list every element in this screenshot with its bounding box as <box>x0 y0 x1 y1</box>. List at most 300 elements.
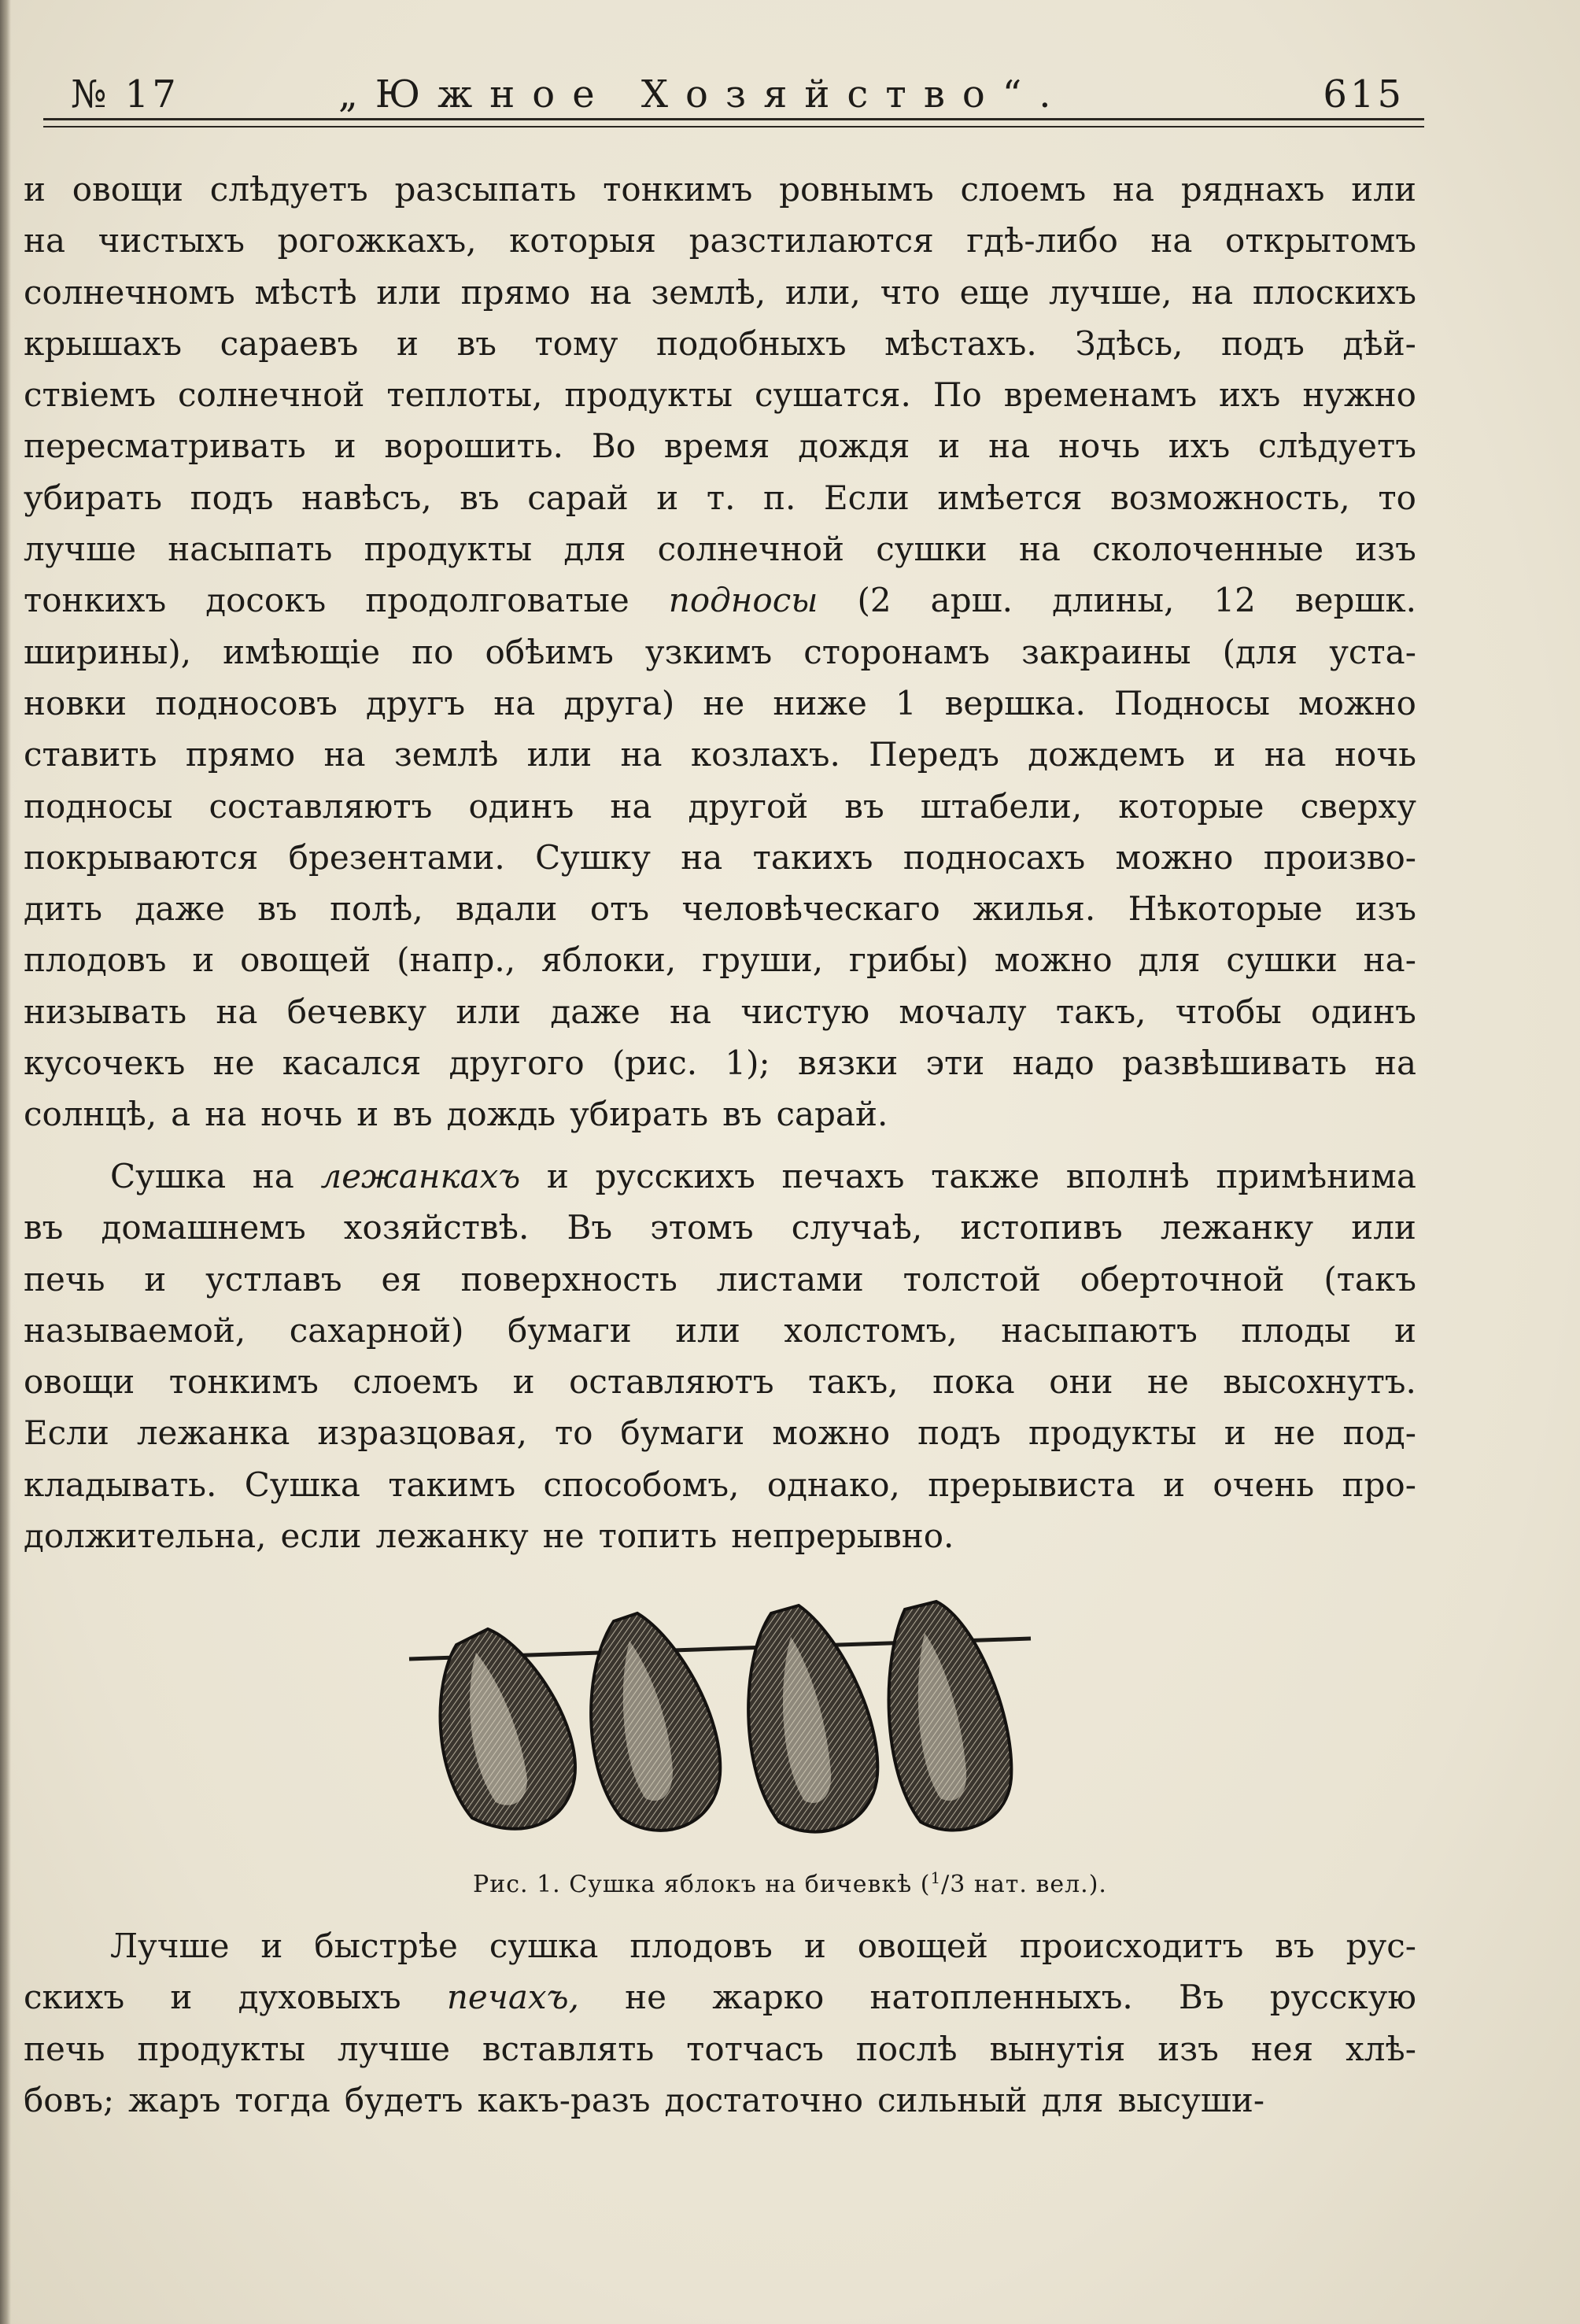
word: слѣдуетъ <box>1258 427 1416 466</box>
word: еще <box>959 272 1030 312</box>
word: топить <box>598 1517 718 1556</box>
word: изъ <box>1157 2029 1219 2068</box>
word: ворошить. <box>384 427 564 466</box>
word: будетъ <box>344 2080 463 2119</box>
word: Если <box>823 478 910 517</box>
word: землѣ, <box>651 272 766 312</box>
word: даже <box>135 889 225 929</box>
word: касался <box>282 1044 422 1083</box>
text-line <box>24 1459 1416 1510</box>
word: сарай <box>527 478 629 517</box>
word: называемой, <box>24 1310 246 1350</box>
word: сильный <box>877 2080 1028 2119</box>
word: плоскихъ <box>1252 272 1416 312</box>
word: или <box>1351 170 1416 209</box>
word: или, <box>784 272 861 312</box>
word: груши, <box>702 940 824 980</box>
apple-slice-4 <box>889 1602 1012 1831</box>
word: возможность, <box>1110 478 1350 517</box>
word: козлахъ. <box>690 735 840 774</box>
word: способомъ, <box>543 1465 740 1504</box>
word: пока <box>932 1362 1015 1402</box>
word: на <box>610 786 652 826</box>
word: печь <box>24 1259 105 1299</box>
word: сушка <box>489 1927 599 1965</box>
word: можно <box>1298 683 1416 722</box>
journal-title: „Южное Хозяйство“. <box>338 72 1069 116</box>
book-spine-shadow <box>0 0 11 2324</box>
word: толстой <box>903 1259 1041 1299</box>
word: сараевъ <box>220 323 359 363</box>
word: на <box>988 427 1031 466</box>
word: однако, <box>766 1465 900 1504</box>
word: Въ <box>1178 1978 1224 2017</box>
word: хозяйствѣ. <box>343 1208 530 1247</box>
word: такихъ <box>752 837 873 877</box>
word: или <box>376 272 441 312</box>
word: чистыхъ <box>98 221 245 260</box>
text-line <box>24 729 1416 780</box>
text-line <box>24 883 1416 934</box>
word: временамъ <box>1003 375 1198 415</box>
header-rule-top <box>43 118 1424 120</box>
word: По <box>932 375 982 415</box>
text-line <box>24 1202 1416 1253</box>
word: печахъ, <box>446 1978 579 2017</box>
word: должительна, <box>24 1517 267 1556</box>
word: навѣсъ, <box>301 478 432 517</box>
caption-text: Рис. 1. Сушка яблокъ на бичевкѣ ( <box>473 1871 931 1898</box>
text-line <box>24 1088 1416 1140</box>
word: Во <box>591 427 637 466</box>
word: ночь <box>260 1095 343 1134</box>
word: въ <box>722 1095 762 1134</box>
word: русскую <box>1269 1978 1416 2017</box>
word: овощей <box>857 1927 988 1965</box>
word: брезентами. <box>288 837 505 877</box>
word: п. <box>763 478 796 517</box>
word: время <box>663 427 770 466</box>
word: можно <box>1115 837 1234 877</box>
word: человѣческаго <box>681 889 940 929</box>
word: печахъ <box>781 1157 905 1195</box>
word: подъ <box>917 1413 1002 1453</box>
text-line <box>24 164 1416 215</box>
word: на <box>1150 221 1193 260</box>
word: плодовъ <box>24 940 167 980</box>
word: подъ <box>190 478 274 517</box>
word: на <box>670 992 712 1031</box>
word: тонкихъ <box>24 581 167 620</box>
text-line <box>24 832 1416 883</box>
word: подносы <box>24 786 173 826</box>
word: вставлять <box>482 2029 655 2068</box>
word: отъ <box>589 889 650 929</box>
word: Лучше <box>110 1927 230 1965</box>
word: вынутія <box>989 2029 1126 2068</box>
word: 12 <box>1213 581 1256 620</box>
word: не <box>212 1044 255 1083</box>
word: сверху <box>1300 786 1416 826</box>
word: открытомъ <box>1224 221 1416 260</box>
word: убирать <box>24 478 163 517</box>
word: истопивъ <box>960 1208 1123 1247</box>
word: изразцовая, <box>317 1413 527 1453</box>
word: подъ <box>1221 323 1305 363</box>
word: домашнемъ <box>101 1208 306 1247</box>
caption-fraction-denominator: /3 <box>941 1871 966 1898</box>
word: плодовъ <box>629 1927 773 1965</box>
word: ширины), <box>24 632 192 671</box>
word: подносовъ <box>155 683 338 722</box>
word: кладывать. <box>24 1465 217 1504</box>
word: новки <box>24 683 127 722</box>
word: овощи <box>72 170 184 209</box>
word: продукты <box>364 530 533 569</box>
word: дождемъ <box>1028 735 1186 774</box>
word: что <box>880 272 940 312</box>
word: другой <box>688 786 809 826</box>
word: Подносы <box>1113 683 1270 722</box>
word: прямо <box>185 735 296 774</box>
word: на <box>205 1095 247 1134</box>
word: холстомъ, <box>784 1310 958 1350</box>
word: ихъ <box>1168 427 1231 466</box>
word: досокъ <box>205 581 327 620</box>
word: въ <box>1275 1927 1315 1965</box>
word: пересматривать <box>24 427 306 466</box>
word: гдѣ-либо <box>966 221 1118 260</box>
word: Здѣсь, <box>1075 323 1183 363</box>
figure-apple-slices-on-string <box>401 1590 1047 1849</box>
word: овощи <box>24 1362 135 1402</box>
word: на <box>493 683 536 722</box>
word: надо <box>1012 1044 1095 1083</box>
word: хлѣ- <box>1346 2029 1416 2068</box>
word: и <box>803 1927 826 1965</box>
word: въ <box>844 786 884 826</box>
word: на <box>216 992 258 1031</box>
word: Передъ <box>869 735 999 774</box>
word: бумаги <box>620 1413 745 1453</box>
text-line <box>24 1356 1416 1407</box>
word: случаѣ, <box>791 1208 923 1247</box>
word: Въ <box>567 1208 613 1247</box>
word: эти <box>925 1044 985 1083</box>
word: непрерывно. <box>731 1517 954 1556</box>
word: мѣстѣ <box>254 272 357 312</box>
apple-slice-1 <box>441 1629 575 1829</box>
word: ея <box>381 1259 422 1299</box>
word: очень <box>1213 1465 1315 1504</box>
word: (такъ <box>1323 1259 1416 1299</box>
word: и <box>24 170 46 209</box>
word: и <box>356 1095 379 1134</box>
word: покрываются <box>24 837 259 877</box>
word: по <box>412 632 454 671</box>
word: не <box>1273 1413 1316 1453</box>
word: которые <box>1118 786 1264 826</box>
word: не <box>703 683 745 722</box>
word: или <box>456 992 522 1031</box>
word: полѣ, <box>330 889 423 929</box>
word: нея <box>1250 2029 1314 2068</box>
word: чистую <box>740 992 870 1031</box>
header-rule-bottom <box>43 126 1424 127</box>
word: то <box>1378 478 1416 517</box>
word: имѣется <box>937 478 1083 517</box>
word: высохнутъ. <box>1223 1362 1416 1402</box>
word: на <box>323 735 366 774</box>
text-line <box>24 986 1416 1037</box>
word: (рис. <box>611 1044 698 1083</box>
text-line <box>24 934 1416 985</box>
word: въ <box>456 323 497 363</box>
word: устлавъ <box>205 1259 342 1299</box>
word: и <box>1224 1413 1246 1453</box>
figure-caption <box>0 1868 1580 1898</box>
text-line <box>24 626 1416 678</box>
word: лучше <box>24 530 137 569</box>
word: вершк. <box>1294 581 1416 620</box>
word: и <box>1394 1310 1416 1350</box>
caption-fraction-numerator: 1 <box>930 1868 942 1887</box>
word: они <box>1049 1362 1113 1402</box>
word: закраины <box>1021 632 1191 671</box>
word: если <box>280 1517 362 1556</box>
word: продукты <box>137 2029 306 2068</box>
word: на- <box>1363 940 1416 980</box>
word: другого <box>449 1044 585 1083</box>
word: солнечной <box>178 375 365 415</box>
word: и <box>192 940 215 980</box>
word: и <box>144 1259 167 1299</box>
word: узкимъ <box>644 632 773 671</box>
word: и <box>656 478 679 517</box>
word: составляютъ <box>209 786 433 826</box>
word: даже <box>550 992 640 1031</box>
word: такъ, <box>808 1362 899 1402</box>
word: ставить <box>24 735 157 774</box>
word: и <box>260 1927 283 1965</box>
text-line <box>24 318 1416 369</box>
issue-number: № 17 <box>71 72 179 116</box>
word: оставляютъ <box>569 1362 774 1402</box>
word: мѣстахъ. <box>884 323 1037 363</box>
word: въ <box>257 889 297 929</box>
word: на <box>252 1157 294 1195</box>
word: подносахъ <box>903 837 1086 877</box>
word: уста- <box>1329 632 1416 671</box>
word: овощей <box>240 940 371 980</box>
word: слоемъ <box>960 170 1087 209</box>
word: и <box>938 427 961 466</box>
word: продукты <box>564 375 733 415</box>
word: жаръ <box>128 2080 221 2119</box>
word: солнечной <box>657 530 845 569</box>
text-line <box>24 575 1416 626</box>
word: теплоты, <box>386 375 543 415</box>
word: арш. <box>930 581 1013 620</box>
word: быстрѣе <box>314 1927 458 1965</box>
text-line <box>24 420 1416 471</box>
word: подобныхъ <box>656 323 847 363</box>
text-line <box>24 1510 1416 1561</box>
word: на <box>1018 530 1061 569</box>
word: оберточной <box>1080 1259 1285 1299</box>
word: вершка. <box>944 683 1086 722</box>
word: а <box>171 1095 191 1134</box>
word: продолговатые <box>365 581 629 620</box>
word: продукты <box>1028 1413 1197 1453</box>
word: обѣимъ <box>485 632 614 671</box>
word: сколоченные <box>1092 530 1324 569</box>
word: какъ-разъ <box>477 2080 651 2119</box>
word: печь <box>24 2029 105 2068</box>
word: вполнѣ <box>1065 1157 1190 1195</box>
apple-slice-3 <box>748 1605 877 1832</box>
word: Нѣкоторые <box>1128 889 1323 929</box>
text-line <box>24 523 1416 575</box>
word: слѣдуетъ <box>209 170 368 209</box>
word: на <box>1264 735 1306 774</box>
text-line <box>24 678 1416 729</box>
word: для <box>563 530 626 569</box>
word: на <box>24 221 66 260</box>
word: вдали <box>456 889 558 929</box>
word: на <box>620 735 663 774</box>
word: бовъ; <box>24 2080 115 2119</box>
word: (2 <box>857 581 892 620</box>
word: происходитъ <box>1019 1927 1244 1965</box>
word: на <box>1374 1044 1416 1083</box>
word: въ <box>393 1095 433 1134</box>
text-line <box>24 215 1416 266</box>
text-line <box>24 1407 1416 1458</box>
word: ряднахъ <box>1180 170 1325 209</box>
word: про- <box>1342 1465 1416 1504</box>
text-line <box>24 2023 1416 2075</box>
word: одинъ <box>1311 992 1416 1031</box>
word: лучше, <box>1049 272 1172 312</box>
word: которыя <box>509 221 657 260</box>
word: ровнымъ <box>779 170 934 209</box>
word: слоемъ <box>353 1362 479 1402</box>
word: мочалу <box>899 992 1027 1031</box>
word: дождь <box>446 1095 556 1134</box>
word: и <box>334 427 356 466</box>
word: послѣ <box>855 2029 958 2068</box>
word: можно <box>994 940 1113 980</box>
word: одинъ <box>468 786 574 826</box>
word: длины, <box>1052 581 1175 620</box>
running-header <box>63 72 1420 121</box>
word: ночь <box>1335 735 1416 774</box>
word: тонкимъ <box>168 1362 319 1402</box>
word: не <box>542 1517 585 1556</box>
caption-text-end: нат. вел.). <box>965 1871 1107 1898</box>
word: тогда <box>234 2080 330 2119</box>
word: ствіемъ <box>24 375 157 415</box>
word: друга) <box>563 683 675 722</box>
word: лежанка <box>136 1413 290 1453</box>
text-line <box>24 1971 1416 2023</box>
word: сушки <box>1226 940 1338 980</box>
word: нужно <box>1302 375 1416 415</box>
word: низывать <box>24 992 187 1031</box>
word: убирать <box>570 1095 709 1134</box>
word: солнечномъ <box>24 272 235 312</box>
word: тому <box>534 323 618 363</box>
word: лежанкахъ <box>320 1157 521 1195</box>
word: разстилаются <box>688 221 934 260</box>
word: солнцѣ, <box>24 1095 157 1134</box>
word: под- <box>1342 1413 1416 1453</box>
word: духовыхъ <box>238 1978 401 2017</box>
word: натопленныхъ. <box>869 1978 1133 2017</box>
word: сушки <box>876 530 988 569</box>
word: сушатся. <box>754 375 911 415</box>
word: сахарной) <box>289 1310 464 1350</box>
word: такимъ <box>388 1465 516 1504</box>
word: разсыпать <box>394 170 577 209</box>
word: примѣнима <box>1216 1157 1416 1195</box>
word: грибы) <box>848 940 969 980</box>
word: также <box>931 1157 1040 1195</box>
word: дождя <box>798 427 910 466</box>
word: можно <box>772 1413 891 1453</box>
word: 1 <box>895 683 917 722</box>
word: жарко <box>712 1978 825 2017</box>
word: насыпать <box>168 530 333 569</box>
word: лежанку <box>1160 1208 1314 1247</box>
word: яблоки, <box>541 940 677 980</box>
word: то <box>554 1413 593 1453</box>
word: развѣшивать <box>1122 1044 1347 1083</box>
word: Сушка <box>244 1465 360 1504</box>
word: для <box>1138 940 1201 980</box>
paragraph-3 <box>24 1920 1416 2126</box>
word: и <box>1213 735 1236 774</box>
word: такъ, <box>1055 992 1146 1031</box>
word: на <box>589 272 632 312</box>
word: въ <box>460 478 500 517</box>
word: крышахъ <box>24 323 183 363</box>
word: и <box>1163 1465 1186 1504</box>
word: и <box>546 1157 569 1195</box>
word: русскихъ <box>595 1157 755 1195</box>
word: прямо <box>460 272 570 312</box>
text-line <box>24 2075 1416 2126</box>
word: лучше <box>337 2029 450 2068</box>
word: на <box>681 837 723 877</box>
word: на <box>1113 170 1155 209</box>
word: подносы <box>668 581 818 620</box>
word: на <box>1191 272 1234 312</box>
word: тонкимъ <box>603 170 753 209</box>
word: изъ <box>1355 889 1416 929</box>
word: чтобы <box>1175 992 1282 1031</box>
word: другъ <box>365 683 466 722</box>
text-line <box>24 1254 1416 1305</box>
text-line <box>24 267 1416 318</box>
word: дѣй- <box>1342 323 1416 363</box>
word: Если <box>24 1413 109 1453</box>
word: ночь <box>1058 427 1140 466</box>
word: изъ <box>1355 530 1416 569</box>
word: (для <box>1222 632 1298 671</box>
word: высуши- <box>1117 2080 1265 2119</box>
